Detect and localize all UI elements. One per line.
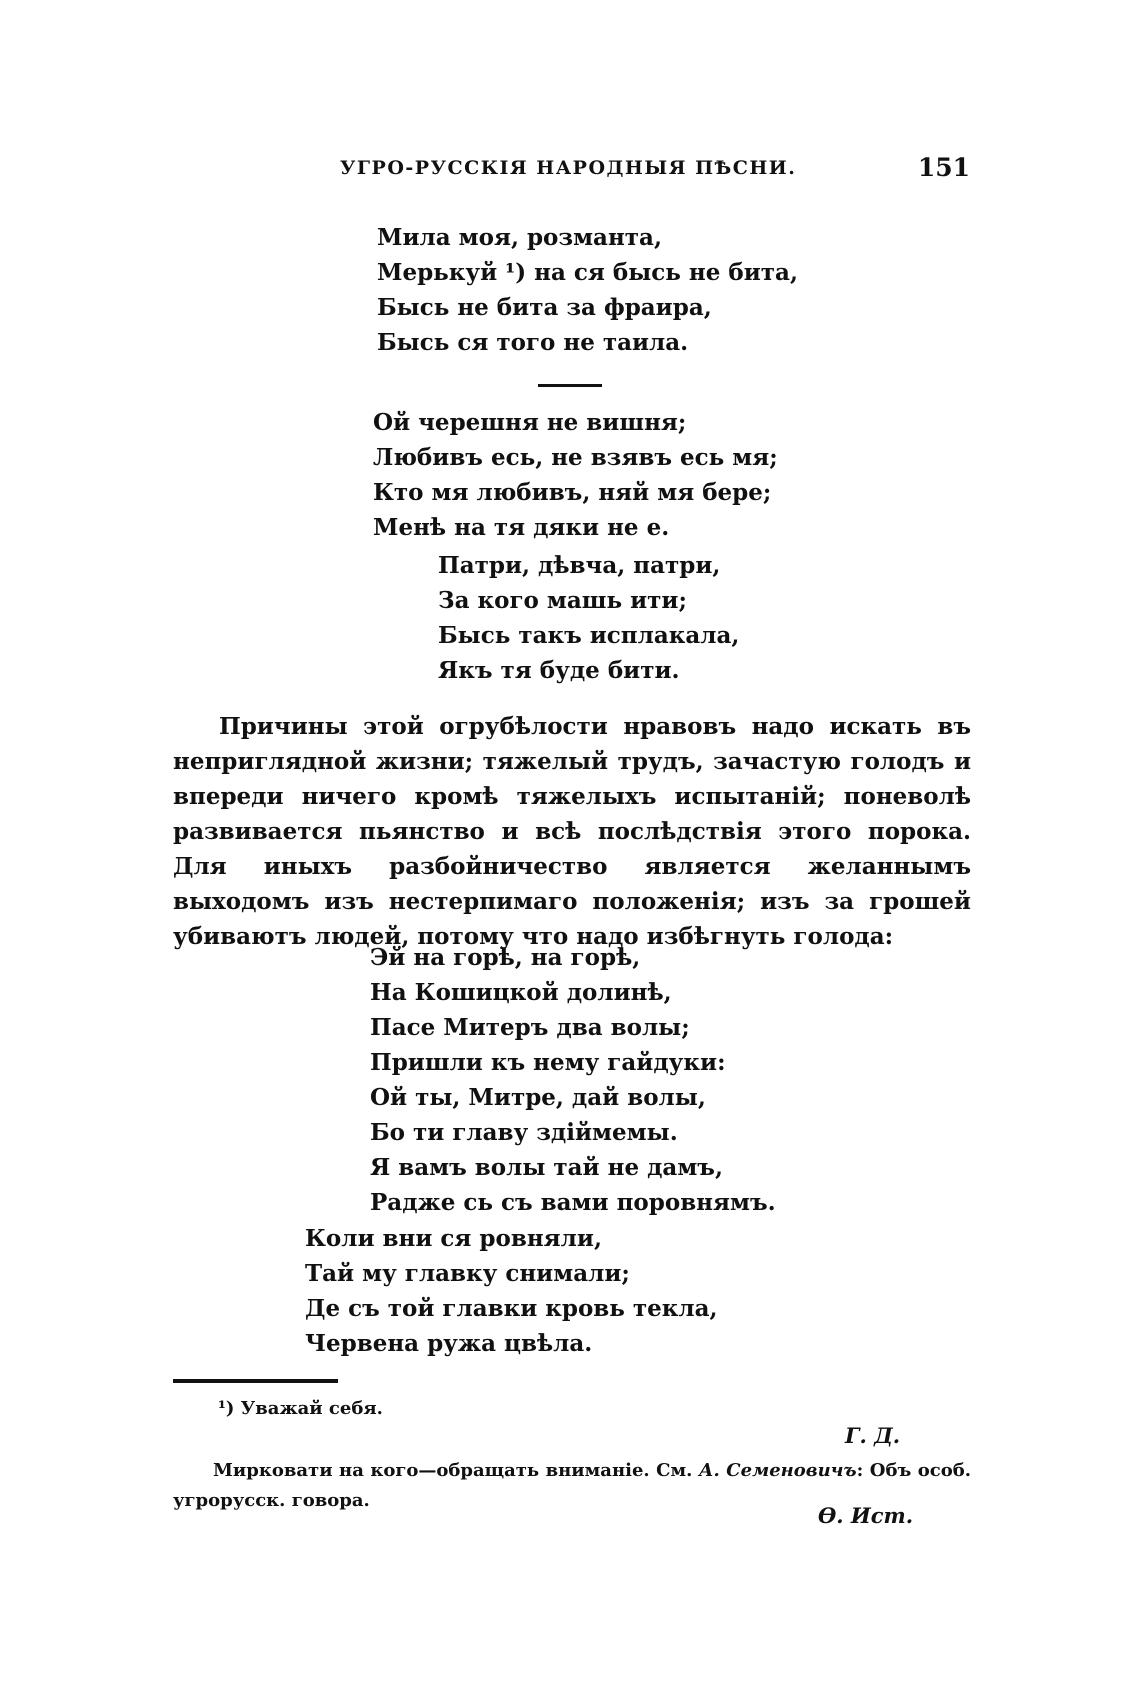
stanza-5 bbox=[305, 1221, 718, 1361]
footnote-rule bbox=[173, 1379, 338, 1383]
verse-line: Якъ тя буде бити. bbox=[438, 657, 680, 684]
verse-line: Эй на горѣ, на горѣ, bbox=[370, 944, 641, 971]
verse-line: Бо ти главу здіймемы. bbox=[370, 1119, 678, 1146]
stanza-1 bbox=[377, 220, 798, 360]
note-text: Мирковати на кого—обращать вниманіе. См. bbox=[213, 1460, 699, 1481]
verse-line: Бысь не бита за фраира, bbox=[377, 294, 712, 321]
page-number: 151 bbox=[917, 153, 970, 182]
verse-line: Мерькуй ¹) на ся бысь не бита, bbox=[377, 259, 798, 286]
verse-line: Бысь такъ исплакала, bbox=[438, 622, 740, 649]
note-author-name: Семеновичъ bbox=[726, 1460, 857, 1481]
verse-line: Радже сь съ вами поровнямъ. bbox=[370, 1189, 776, 1216]
note-text-end: : Объ особ. угрорусск. говора. bbox=[173, 1460, 971, 1511]
verse-line: На Кошицкой долинѣ, bbox=[370, 979, 672, 1006]
verse-line: Патри, дѣвча, патри, bbox=[438, 552, 721, 579]
note-author-initial: А. bbox=[698, 1460, 720, 1481]
verse-line: Коли вни ся ровняли, bbox=[305, 1225, 602, 1252]
verse-line: Пришли къ нему гайдуки: bbox=[370, 1049, 726, 1076]
verse-line: Ой ты, Митре, дай волы, bbox=[370, 1084, 706, 1111]
stanza-4 bbox=[370, 940, 776, 1220]
verse-line: Тай му главку снимали; bbox=[305, 1260, 630, 1287]
verse-line: Бысь ся того не таила. bbox=[377, 329, 689, 356]
signature-initials-2: Ѳ. Ист. bbox=[818, 1503, 914, 1528]
verse-line: Ой черешня не вишня; bbox=[373, 409, 687, 436]
verse-line: Кто мя любивъ, няй мя бере; bbox=[373, 479, 772, 506]
verse-line: За кого машь ити; bbox=[438, 587, 687, 614]
verse-line: Де съ той главки кровь текла, bbox=[305, 1295, 718, 1322]
body-paragraph: Причины этой огрубѣлости нравовъ надо искать въ неприглядной жизни; тяжелый трудъ, зачастую голодъ и впереди ничего кромѣ тяжелыхъ испытаній; поневолѣ развивается пьянство и всѣ послѣдствія этого порока. Для иныхъ разбойничество является желаннымъ выходомъ изъ нестерпимаго положенія; изъ за грошей убиваютъ людей, потому что надо избѣгнуть голода: bbox=[173, 713, 971, 950]
verse-line: Червена ружа цвѣла. bbox=[305, 1330, 593, 1357]
verse-line: Мила моя, розманта, bbox=[377, 224, 662, 251]
page-header bbox=[340, 153, 970, 187]
verse-line: Я вамъ волы тай не дамъ, bbox=[370, 1154, 723, 1181]
stanza-2 bbox=[373, 405, 778, 545]
verse-line: Пасе Митеръ два волы; bbox=[370, 1014, 690, 1041]
section-divider bbox=[538, 384, 602, 387]
verse-line: Менѣ на тя дяки не е. bbox=[373, 514, 670, 541]
running-title: УГРО-РУССКІЯ НАРОДНЫЯ ПѢСНИ. bbox=[340, 157, 797, 179]
stanza-3 bbox=[438, 548, 739, 688]
verse-line: Любивъ есь, не взявъ есь мя; bbox=[373, 444, 778, 471]
signature-initials: Г. Д. bbox=[845, 1423, 901, 1448]
footnote: ¹) Уважай себя. bbox=[218, 1398, 383, 1419]
